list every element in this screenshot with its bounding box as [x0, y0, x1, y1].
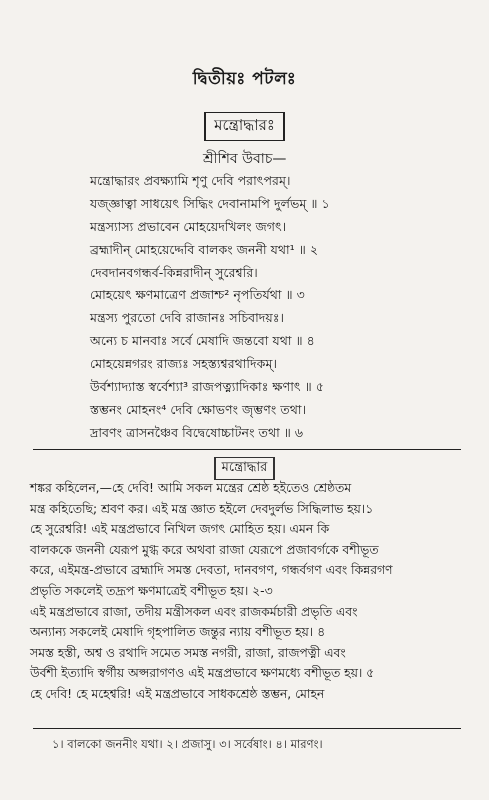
speaker-line: শ্রীশিব উবাচ— [203, 151, 287, 167]
section-divider [33, 449, 461, 450]
verse-line: মন্ত্রস্য পুরতো দেবি রাজানঃ সচিবাদয়ঃ। [90, 310, 285, 326]
verse-line: স্তম্ভনং মোহনং⁴ দেবি ক্ষোভণং জৃম্ভণং তথা। [90, 401, 307, 417]
translation-line: প্রভৃতি সকলেই তদ্রূপ ক্ষণমাত্রেই বশীভূত হয়। ২-৩ [30, 583, 273, 598]
verse-line: দেবদানবগন্ধর্ব-কিন্নরাদীন্ সুরেশ্বরি। [90, 264, 258, 280]
bengali-translation [30, 478, 462, 705]
section-title-wrap [0, 112, 489, 141]
section-title: মন্ত্রোদ্ধারঃ [204, 112, 285, 141]
verse-line: মোহয়েন্নগরং রাজ্যঃ সহস্ত্যশ্বরথাদিকম্। [90, 356, 277, 372]
translation-line: শঙ্কর কহিলেন,—হে দেবি! আমি সকল মন্ত্রের শ্রেষ্ঠ হইতেও শ্রেষ্ঠতম [30, 481, 352, 495]
translation-line: করে, এইমন্ত্র-প্রভাবে ব্রহ্মাদি সমস্ত দেবতা, দানবগণ, গন্ধর্বগণ এবং কিন্নরগণ [30, 563, 393, 578]
translation-heading-wrap [0, 456, 489, 480]
footnotes: ১। বালকো জননীং যথা। ২। প্রজাসু। ৩। সর্বেষাং। ৪। মারণং। [52, 737, 323, 751]
verse-line: দ্রাবণং ত্রাসনঞ্চৈব বিদ্বেষোচ্চাটনং তথা ॥ ৬ [90, 424, 304, 440]
translation-line: অন্যান্য সকলেই মেষাদি গৃহপালিত জন্তুর ন্যায় বশীভূত হয়। ৪ [30, 625, 326, 640]
verse-line: মন্ত্রোদ্ধারং প্রবক্ষ্যামি শৃণু দেবি পরাৎপরম্। [90, 173, 291, 188]
verse-line: অন্যে চ মানবাঃ সর্বে মেষাদি জন্তবো যথা ॥ ৪ [90, 333, 315, 349]
translation-line: সমস্ত হস্তী, অশ্ব ও রথাদি সমেত সমস্ত নগরী, রাজা, রাজপত্নী এবং [30, 645, 346, 660]
translation-line: মন্ত্র কহিতেছি; শ্রবণ কর। এই মন্ত্র জ্ঞাত হইলে দেবদুর্লভ সিদ্ধিলাভ হয়।১ [30, 501, 374, 516]
verse-line: উর্বশ্যাদ্যাস্ত স্বর্বেশ্যা³ রাজপত্ন্যাদিকাঃ ক্ষণাৎ ॥ ৫ [90, 379, 324, 395]
chapter-title: দ্বিতীয়ঃ পটলঃ [192, 69, 297, 89]
translation-heading: মন্ত্রোদ্ধার [214, 457, 276, 480]
translation-line: উর্বশী ইত্যাদি স্বর্গীয় অপ্সরাগণও এই মন্ত্রপ্রভাবে ক্ষণমধ্যে বশীভূত হয়। ৫ [30, 666, 375, 681]
verse-line: মন্ত্রস্যাস্য প্রভাবেন মোহয়েদখিলং জগৎ। [90, 218, 287, 234]
verse-line: মোহয়েৎ ক্ষণমাত্রেণ প্রজাশ্চ² নৃপতির্যথা ॥ ৩ [90, 287, 305, 303]
translation-line: এই মন্ত্রপ্রভাবে রাজা, তদীয় মন্ত্রীসকল এবং রাজকর্মচারী প্রভৃতি এবং [30, 604, 358, 619]
footnote-divider [33, 728, 461, 729]
translation-line: হে দেবি! হে মহেশ্বরি! এই মন্ত্রপ্রভাবে সাধকশ্রেষ্ঠ স্তম্ভন, মোহন [30, 686, 325, 701]
verse-line: ব্রহ্মাদীন্ মোহয়েদ্দেবি বালকং জননী যথা¹ ॥ ২ [90, 241, 319, 257]
translation-line: বালককে জননী যেরূপ মুগ্ধ করে অথবা রাজা যেরূপে প্রজাবর্গকে বশীভূত [30, 542, 379, 557]
sanskrit-verses [90, 170, 460, 445]
translation-line: হে সুরেশ্বরি! এই মন্ত্রপ্রভাবে নিখিল জগৎ মোহিত হয়। এমন কি [30, 522, 330, 537]
verse-line: যজ্‌জ্ঞাত্বা সাধয়েৎ সিদ্ধিং দেবানামপি দুর্লভম্ ॥ ১ [90, 195, 330, 211]
